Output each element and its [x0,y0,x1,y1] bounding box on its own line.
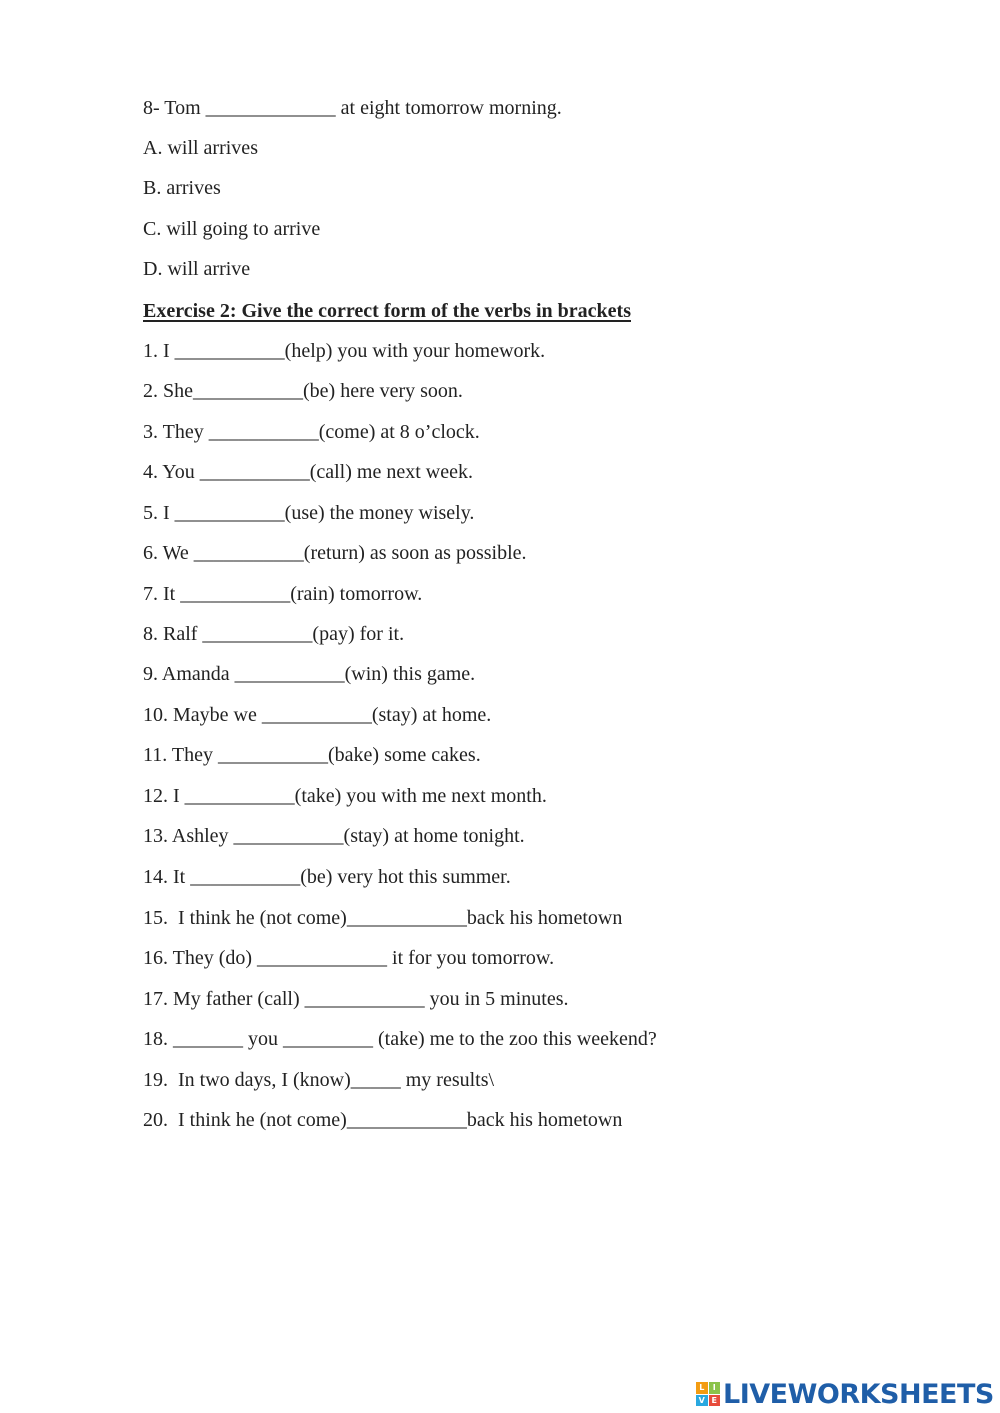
option-b: B. arrives [143,177,221,199]
logo-mark-letter: L [696,1382,708,1394]
logo-mark-letter: V [696,1395,708,1407]
exercise-item: 16. They (do) _____________ it for you tomorrow. [143,947,555,969]
liveworksheets-logo[interactable] [696,1378,994,1410]
exercise-item: 20. I think he (not come)____________back his hometown [143,1109,623,1131]
exercise-item: 15. I think he (not come)____________back his hometown [143,907,623,929]
exercise-item: 7. It ___________(rain) tomorrow. [143,583,423,605]
exercise-item: 13. Ashley ___________(stay) at home tonight. [143,825,525,847]
logo-mark-letter: E [709,1395,721,1407]
exercise-item: 6. We ___________(return) as soon as possible. [143,542,527,564]
exercise-item: 18. _______ you _________ (take) me to the zoo this weekend? [143,1028,657,1050]
exercise-item: 4. You ___________(call) me next week. [143,461,473,483]
exercise-item: 14. It ___________(be) very hot this summer. [143,866,511,888]
exercise-item: 5. I ___________(use) the money wisely. [143,502,475,524]
option-a: A. will arrives [143,137,258,159]
logo-mark-letter: I [709,1382,721,1394]
question-8-stem: 8- Tom _____________ at eight tomorrow morning. [143,97,562,119]
exercise-2-heading: Exercise 2: Give the correct form of the verbs in brackets [143,300,631,322]
exercise-item: 9. Amanda ___________(win) this game. [143,663,476,685]
exercise-item: 12. I ___________(take) you with me next month. [143,785,547,807]
exercise-item: 3. They ___________(come) at 8 o’clock. [143,421,480,443]
exercise-item: 8. Ralf ___________(pay) for it. [143,623,405,645]
option-c: C. will going to arrive [143,218,321,240]
exercise-item: 10. Maybe we ___________(stay) at home. [143,704,492,726]
exercise-item: 2. She___________(be) here very soon. [143,380,463,402]
exercise-item: 19. In two days, I (know)_____ my results\ [143,1069,495,1091]
option-d: D. will arrive [143,258,251,280]
logo-mark-icon [696,1382,720,1406]
logo-text: LIVEWORKSHEETS [723,1378,994,1410]
exercise-item: 17. My father (call) ____________ you in 5 minutes. [143,988,569,1010]
exercise-item: 11. They ___________(bake) some cakes. [143,744,481,766]
exercise-item: 1. I ___________(help) you with your homework. [143,340,546,362]
